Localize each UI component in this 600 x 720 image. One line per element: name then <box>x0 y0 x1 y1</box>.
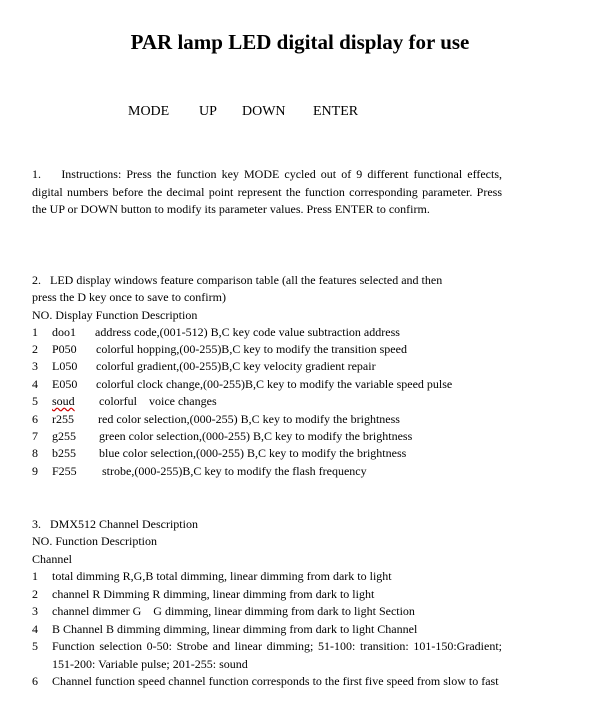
section1-instructions <box>32 166 502 219</box>
row-code: g255 <box>52 429 76 443</box>
row-code: F255 <box>52 464 77 478</box>
row-description: blue color selection,(000-255) B,C key to modify the brightness <box>99 446 407 460</box>
row-description: green color selection,(000-255) B,C key to modify the brightness <box>99 429 413 443</box>
row-number: 4 <box>32 377 38 391</box>
section2-heading-line1: LED display windows feature comparison table (all the features selected and then <box>50 273 443 287</box>
up-key-label: UP <box>199 104 217 119</box>
section2-heading-line2: press the D key once to save to confirm) <box>32 290 226 304</box>
channel-description: channel R Dimming R dimming, linear dimming from dark to light <box>52 587 375 601</box>
channel-number: 5 <box>32 639 38 653</box>
row-code: r255 <box>52 412 74 426</box>
row-number: 1 <box>32 325 38 339</box>
section2-number: 2. <box>32 273 41 287</box>
section3-column-header: NO. Function Description <box>32 534 157 548</box>
mode-key-label: MODE <box>128 104 170 119</box>
row-code: P050 <box>52 342 77 356</box>
row-number: 3 <box>32 359 38 373</box>
channel-description: B Channel B dimming dimming, linear dimming from dark to light Channel <box>52 622 418 636</box>
row-code: doo1 <box>52 325 76 339</box>
channel-description: Channel function speed channel function corresponds to the first five speed from slow to fast <box>52 674 499 688</box>
channel-number: 1 <box>32 569 38 583</box>
row-number: 9 <box>32 464 38 478</box>
section1-number: 1. <box>32 167 41 181</box>
row-code: E050 <box>52 377 78 391</box>
channel-number: 6 <box>32 674 38 688</box>
channel-number: 4 <box>32 622 38 636</box>
document-title: PAR lamp LED digital display for use <box>130 30 470 54</box>
row-number: 7 <box>32 429 38 443</box>
section3-heading-text: DMX512 Channel Description <box>50 517 198 531</box>
row-description: strobe,(000-255)B,C key to modify the flash frequency <box>102 464 367 478</box>
section3-number: 3. <box>32 517 41 531</box>
row-description: red color selection,(000-255) B,C key to modify the brightness <box>98 412 400 426</box>
channel-description: channel dimmer G G dimming, linear dimming from dark to light Section <box>52 604 415 618</box>
channel-description: Function selection 0-50: Strobe and linear dimming; 51-100: transition: 101-150:Gradient; 151-200: Variable pulse; 201-255: sound <box>52 639 502 671</box>
row-number: 2 <box>32 342 38 356</box>
section2-column-header: NO. Display Function Description <box>32 308 198 322</box>
row-number: 8 <box>32 446 38 460</box>
row-code: soud <box>52 394 75 408</box>
channel-number: 3 <box>32 604 38 618</box>
row-code: b255 <box>52 446 76 460</box>
row-description: colorful hopping,(00-255)B,C key to modify the transition speed <box>96 342 407 356</box>
section2-heading <box>32 272 442 290</box>
channel-number: 2 <box>32 587 38 601</box>
enter-key-label: ENTER <box>313 104 359 119</box>
down-key-label: DOWN <box>242 104 286 119</box>
section3-heading <box>32 516 198 534</box>
row-description: colorful gradient,(00-255)B,C key velocity gradient repair <box>96 359 376 373</box>
row-number: 6 <box>32 412 38 426</box>
section1-text: Instructions: Press the function key MODE cycled out of 9 different functional effects, digital numbers before the decimal point represent the function corresponding parameter. Press the UP or DOWN button to modify its parameter values. Press ENTER to confirm. <box>32 167 503 216</box>
section3-column-header-channel: Channel <box>32 552 72 566</box>
row-number: 5 <box>32 394 38 408</box>
row-description: colorful clock change,(00-255)B,C key to modify the variable speed pulse <box>96 377 453 391</box>
row-description: address code,(001-512) B,C key code value subtraction address <box>95 325 400 339</box>
channel-description: total dimming R,G,B total dimming, linear dimming from dark to light <box>52 569 392 583</box>
row-description: colorful voice changes <box>99 394 217 408</box>
row-code: L050 <box>52 359 78 373</box>
